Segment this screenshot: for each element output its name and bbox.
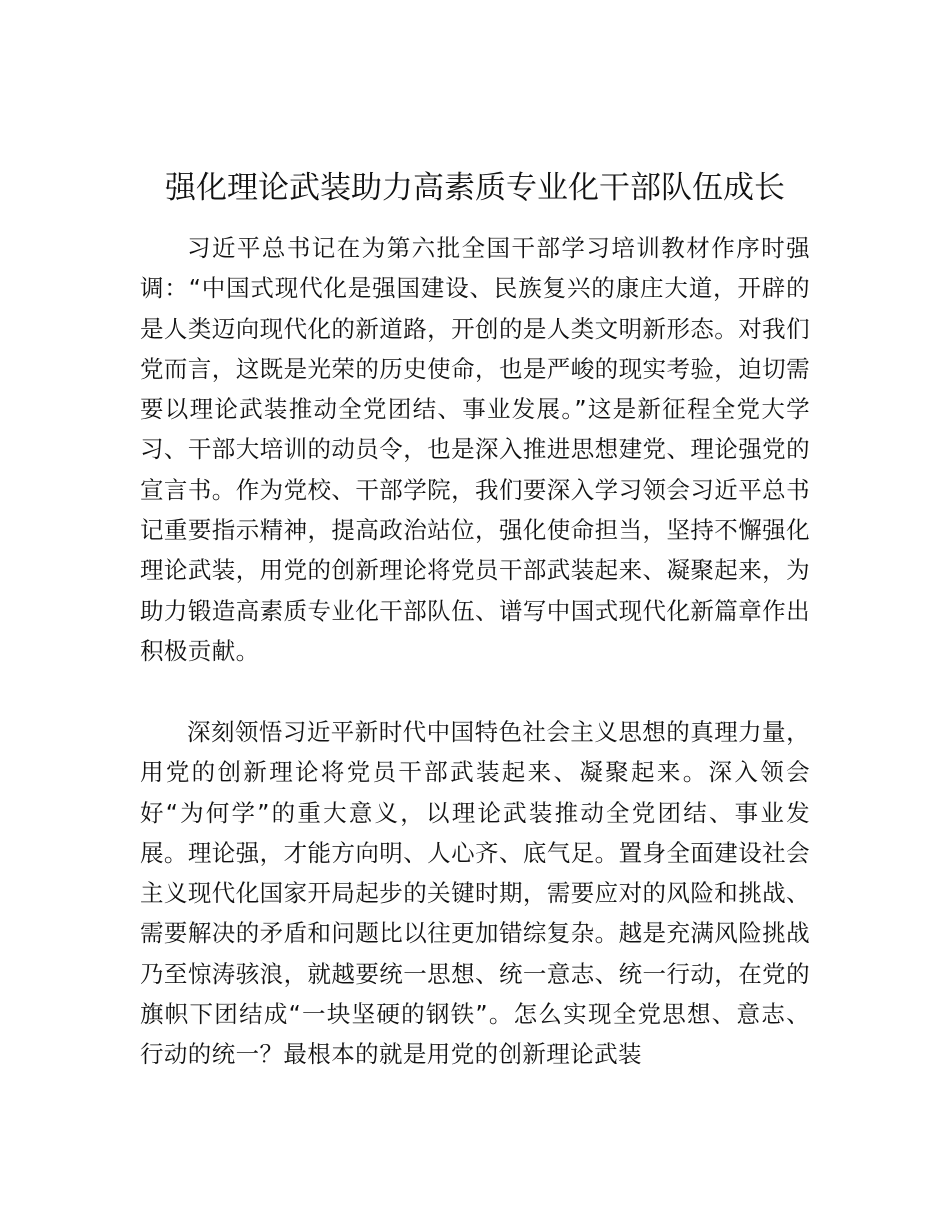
document-title: 强化理论武装助力高素质专业化干部队伍成长 [165, 170, 785, 206]
paragraph-2: 深刻领悟习近平新时代中国特色社会主义思想的真理力量，用党的创新理论将党员干部武装起来、凝聚起来。深入领会好“为何学”的重大意义，以理论武装推动全党团结、事业发展。理论强，才能方向明、人心齐、底气足。置身全面建设社会主义现代化国家开局起步的关键时期，需要应对的风险和挑战、需要解决的矛盾和问题比以往更加错综复杂。越是充满风险挑战乃至惊涛骇浪，就越要统一思想、统一意志、统一行动，在党的旗帜下团结成“一块坚硬的钢铁”。怎么实现全党思想、意志、行动的统一？最根本的就是用党的创新理论武装 [140, 718, 810, 1069]
paragraph-1: 习近平总书记在为第六批全国干部学习培训教材作序时强调：“中国式现代化是强国建设、民族复兴的康庄大道，开辟的是人类迈向现代化的新道路，开创的是人类文明新形态。对我们党而言，这既是光荣的历史使命，也是严峻的现实考验，迫切需要以理论武装推动全党团结、事业发展。”这是新征程全党大学习、干部大培训的动员令，也是深入推进思想建党、理论强党的宣言书。作为党校、干部学院，我们要深入学习领会习近平总书记重要指示精神，提高政治站位，强化使命担当，坚持不懈强化理论武装，用党的创新理论将党员干部武装起来、凝聚起来，为助力锻造高素质专业化干部队伍、谱写中国式现代化新篇章作出积极贡献。 [140, 234, 810, 665]
